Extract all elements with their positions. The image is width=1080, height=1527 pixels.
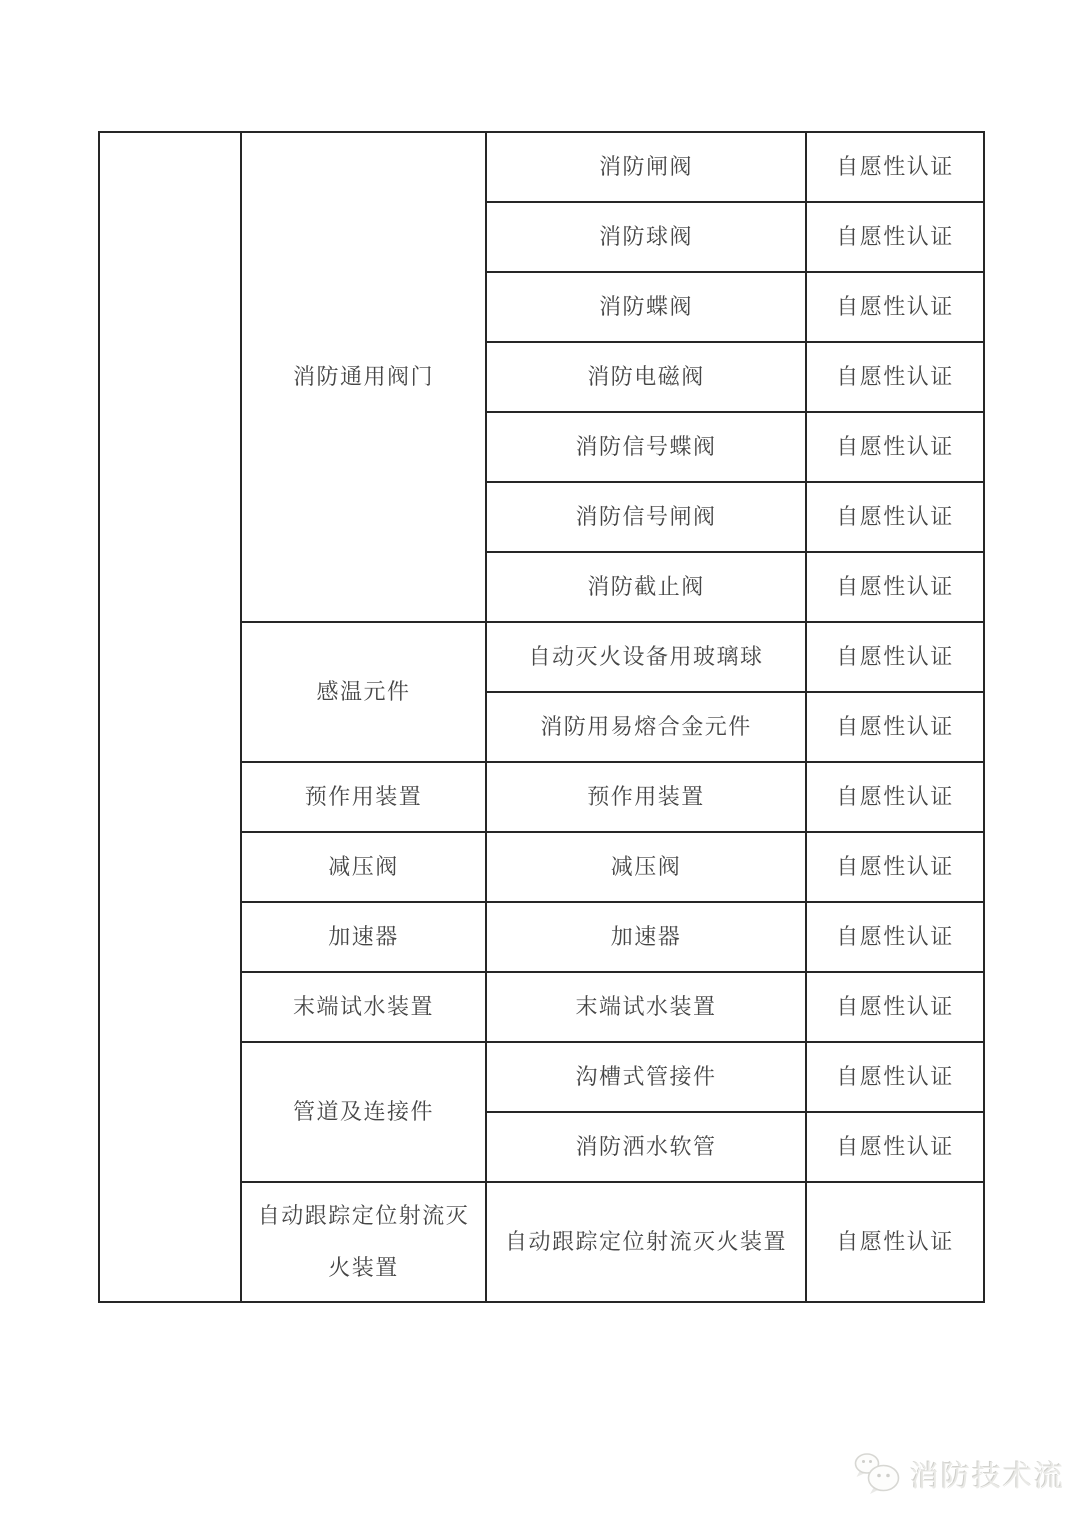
category-cell: 感温元件 (241, 622, 486, 762)
certification-cell: 自愿性认证 (806, 1182, 984, 1302)
product-cell: 预作用装置 (486, 762, 806, 832)
product-cell: 末端试水装置 (486, 972, 806, 1042)
blank-spanning-cell (99, 132, 241, 1302)
product-cell: 自动跟踪定位射流灭火装置 (486, 1182, 806, 1302)
table-row (99, 132, 984, 202)
category-cell: 管道及连接件 (241, 1042, 486, 1182)
product-cell: 消防信号闸阀 (486, 482, 806, 552)
certification-cell: 自愿性认证 (806, 412, 984, 482)
product-cell: 自动灭火设备用玻璃球 (486, 622, 806, 692)
certification-table-body (99, 132, 984, 1302)
certification-cell: 自愿性认证 (806, 902, 984, 972)
product-cell: 沟槽式管接件 (486, 1042, 806, 1112)
product-cell: 加速器 (486, 902, 806, 972)
product-cell: 消防电磁阀 (486, 342, 806, 412)
product-cell: 消防球阀 (486, 202, 806, 272)
category-cell: 末端试水装置 (241, 972, 486, 1042)
certification-cell: 自愿性认证 (806, 692, 984, 762)
wechat-icon (852, 1450, 902, 1498)
certification-cell: 自愿性认证 (806, 762, 984, 832)
product-cell: 消防蝶阀 (486, 272, 806, 342)
category-cell: 预作用装置 (241, 762, 486, 832)
certification-cell: 自愿性认证 (806, 832, 984, 902)
category-cell: 加速器 (241, 902, 486, 972)
certification-cell: 自愿性认证 (806, 272, 984, 342)
certification-cell: 自愿性认证 (806, 482, 984, 552)
product-cell: 消防截止阀 (486, 552, 806, 622)
certification-cell: 自愿性认证 (806, 132, 984, 202)
product-cell: 消防用易熔合金元件 (486, 692, 806, 762)
product-cell: 消防闸阀 (486, 132, 806, 202)
product-cell: 消防信号蝶阀 (486, 412, 806, 482)
certification-cell: 自愿性认证 (806, 1112, 984, 1182)
product-cell: 消防洒水软管 (486, 1112, 806, 1182)
category-cell: 消防通用阀门 (241, 132, 486, 622)
certification-cell: 自愿性认证 (806, 622, 984, 692)
watermark-text: 消防技术流 (910, 1460, 1066, 1493)
certification-cell: 自愿性认证 (806, 1042, 984, 1112)
certification-cell: 自愿性认证 (806, 552, 984, 622)
product-cell: 减压阀 (486, 832, 806, 902)
certification-cell: 自愿性认证 (806, 202, 984, 272)
category-cell: 减压阀 (241, 832, 486, 902)
certification-table (98, 131, 985, 1303)
certification-cell: 自愿性认证 (806, 342, 984, 412)
certification-cell: 自愿性认证 (806, 972, 984, 1042)
category-cell: 自动跟踪定位射流灭火装置 (241, 1182, 486, 1302)
watermark (852, 1450, 1065, 1498)
